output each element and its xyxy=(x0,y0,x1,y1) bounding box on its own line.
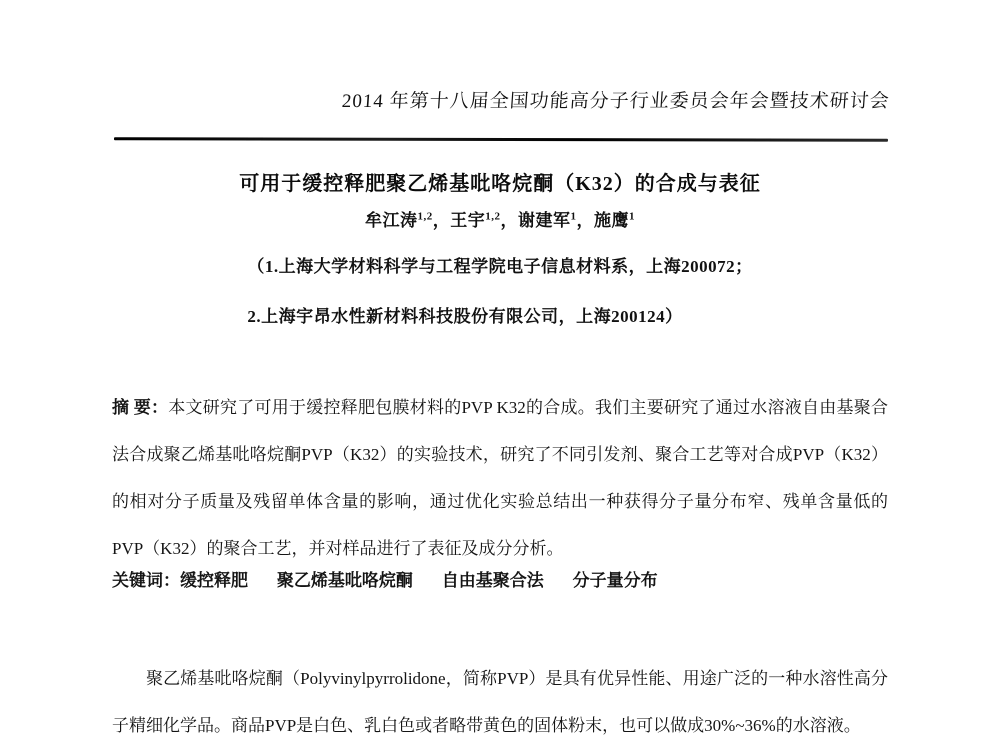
author-affiliation-superscript: 1,2 xyxy=(417,210,433,223)
author xyxy=(594,211,635,230)
abstract-paragraph xyxy=(112,384,888,572)
author xyxy=(450,211,518,230)
author-name: 牟江涛 xyxy=(365,211,418,230)
author-affiliation-superscript: 1,2 xyxy=(485,210,501,223)
affiliation-line-2: 2.上海宇昂水性新材料科技股份有限公司，上海200124） xyxy=(247,307,683,326)
abstract-text: 本文研究了可用于缓控释肥包膜材料的PVP K32的合成。我们主要研究了通过水溶液自由基聚合法合成聚乙烯基吡咯烷酮PVP（K32）的实验技术，研究了不同引发剂、聚合工艺等对合成PVP（K32）的相对分子质量及残留单体含量的影响，通过优化实验总结出一种获得分子量分布窄、残单含量低的PVP（K32）的聚合工艺，并对样品进行了表征及成分分析。 xyxy=(112,398,888,558)
author-name: 施鹰 xyxy=(594,211,629,230)
keywords-line xyxy=(112,566,888,591)
paper-title: 可用于缓控释肥聚乙烯基吡咯烷酮（K32）的合成与表征 xyxy=(239,173,761,195)
author-separator: ， xyxy=(500,211,518,230)
keyword-item: 自由基聚合法 xyxy=(441,571,544,590)
author-affiliation-superscript: 1 xyxy=(570,210,577,223)
keyword-item: 聚乙烯基吡咯烷酮 xyxy=(276,571,413,590)
keyword-item: 分子量分布 xyxy=(572,571,658,590)
affiliations-block xyxy=(0,254,1000,354)
author-affiliation-superscript: 1 xyxy=(629,210,635,223)
author-name: 谢建军 xyxy=(518,211,571,230)
keyword-item: 缓控释肥 xyxy=(180,571,248,590)
author xyxy=(518,211,594,230)
introduction-paragraph: 聚乙烯基吡咯烷酮（Polyvinylpyrrolidone，简称PVP）是具有优异性能、用途广泛的一种水溶性高分子精细化学品。商品PVP是白色、乳白色或者略带黄色的固体粉末，也可以做成30%~36%的水溶液。 xyxy=(112,669,888,735)
author-separator: ， xyxy=(432,211,451,230)
keywords-label: 关键词： xyxy=(112,571,180,590)
author-name: 王宇 xyxy=(450,211,486,230)
affiliation-line-1: （1.上海大学材料科学与工程学院电子信息材料系，上海200072； xyxy=(247,257,753,276)
affiliations-inner xyxy=(247,254,752,330)
conference-header: 2014 年第十八届全国功能高分子行业委员会年会暨技术研讨会 xyxy=(341,91,891,112)
author-separator: ， xyxy=(576,211,594,230)
author-line xyxy=(0,206,1000,231)
author xyxy=(365,211,450,230)
header-divider-line xyxy=(114,137,888,142)
abstract-label: 摘 要： xyxy=(112,398,169,417)
